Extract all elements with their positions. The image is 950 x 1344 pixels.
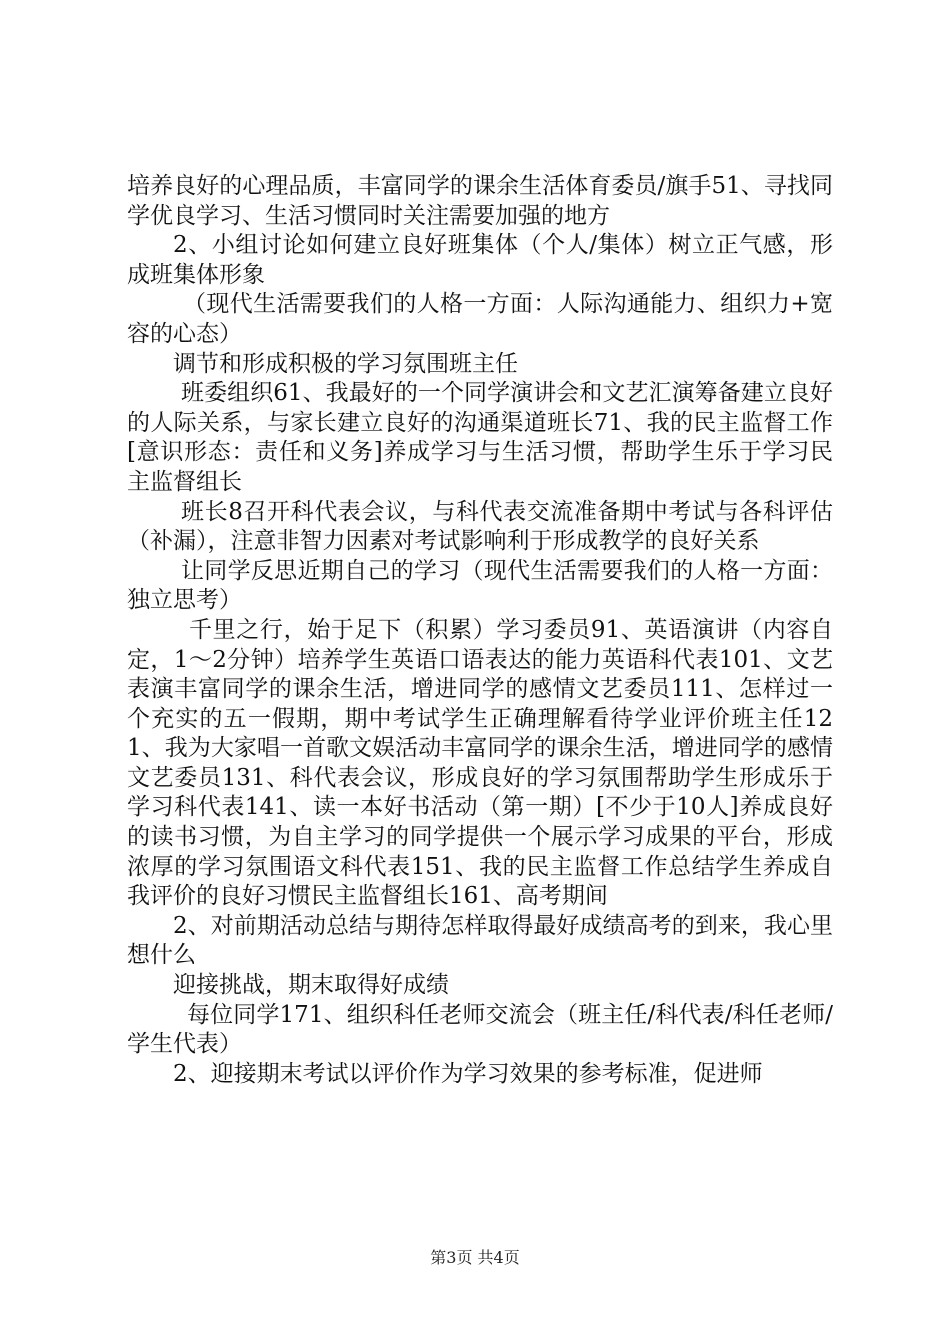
paragraph: （现代生活需要我们的人格一方面：人际沟通能力、组织力+宽容的心态）	[127, 291, 833, 347]
paragraph: 培养良好的心理品质，丰富同学的课余生活体育委员/旗手51、寻找同学优良学习、生活习惯同时关注需要加强的地方	[127, 173, 833, 229]
paragraph: 2、对前期活动总结与期待怎样取得最好成绩高考的到来，我心里想什么	[127, 912, 833, 969]
page-number-footer: 第3页 共4页	[430, 1248, 520, 1267]
paragraph: 2、小组讨论如何建立良好班集体（个人/集体）树立正气感，形成班集体形象	[127, 232, 833, 288]
document-body	[127, 172, 833, 1089]
paragraph: 迎接挑战，期末取得好成绩	[173, 972, 449, 999]
paragraph: 每位同学171、组织科任老师交流会（班主任/科代表/科任老师/学生代表）	[127, 1001, 833, 1058]
paragraph: 千里之行，始于足下（积累）学习委员91、英语演讲（内容自定，1～2分钟）培养学生英语口语表达的能力英语科代表101、文艺表演丰富同学的课余生活，增进同学的感情文艺委员111、怎样过一个充实的五一假期，期中考试学生正确理解看待学业评价班主任121、我为大家唱一首歌文娱活动丰富同学的课余生活，增进同学的感情文艺委员131、科代表会议，形成良好的学习氛围帮助学生形成乐于学习科代表141、读一本好书活动（第一期）[不少于10人]养成良好的读书习惯，为自主学习的同学提供一个展示学习成果的平台，形成浓厚的学习氛围语文科代表151、我的民主监督工作总结学生养成自我评价的良好习惯民主监督组长161、高考期间	[127, 616, 833, 910]
paragraph: 班长8召开科代表会议，与科代表交流准备期中考试与各科评估（补漏），注意非智力因素对考试影响利于形成教学的良好关系	[127, 498, 833, 555]
paragraph: 调节和形成积极的学习氛围班主任	[173, 350, 518, 377]
paragraph: 让同学反思近期自己的学习（现代生活需要我们的人格一方面：独立思考）	[127, 557, 833, 614]
paragraph: 班委组织61、我最好的一个同学演讲会和文艺汇演筹备建立良好的人际关系，与家长建立良好的沟通渠道班长71、我的民主监督工作[意识形态：责任和义务]养成学习与生活习惯，帮助学生乐于学习民主监督组长	[127, 380, 833, 495]
paragraph: 2、迎接期末考试以评价作为学习效果的参考标准，促进师	[173, 1060, 763, 1087]
